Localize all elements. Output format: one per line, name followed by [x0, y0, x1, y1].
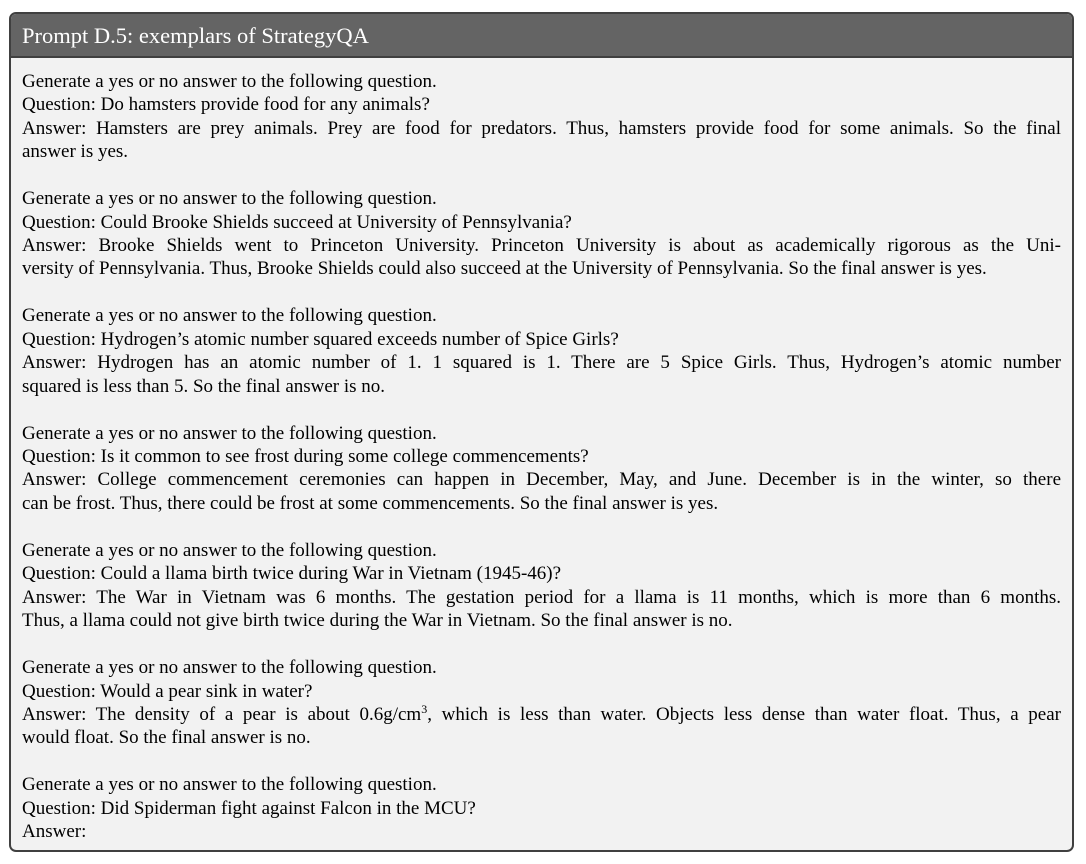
- answer-text-line1: Answer: Hamsters are prey animals. Prey are food for predators. Thus, hamsters provide food for some animals. So the final: [22, 117, 1061, 139]
- exemplar: [22, 656, 1061, 750]
- answer-text-line2: versity of Pennsylvania. Thus, Brooke Shields could also succeed at the University of Pennsylvania. So the final answer is yes.: [22, 258, 987, 280]
- instruction-text: Generate a yes or no answer to the following question.: [22, 539, 437, 561]
- instruction-text: Generate a yes or no answer to the following question.: [22, 422, 437, 444]
- answer-text-line1: Answer: The War in Vietnam was 6 months. The gestation period for a llama is 11 months, which is more than 6 months.: [22, 586, 1061, 608]
- question-text: Question: Could Brooke Shields succeed at University of Pennsylvania?: [22, 211, 572, 233]
- exemplar: [22, 539, 1061, 633]
- answer-text-post: , which is less than water. Objects less dense than water float. Thus, a pear: [427, 703, 1061, 725]
- answer-text-line2: would float. So the final answer is no.: [22, 727, 311, 749]
- prompt-box: [9, 12, 1074, 852]
- exemplar: [22, 304, 1061, 398]
- answer-text-line1: Answer:: [22, 821, 87, 843]
- answer-text-line1: Answer: College commencement ceremonies can happen in December, May, and June. December is in the winter, so there: [22, 469, 1061, 491]
- question-text: Question: Is it common to see frost during some college commencements?: [22, 446, 589, 468]
- answer-text-line2: Thus, a llama could not give birth twice during the War in Vietnam. So the final answer is no.: [22, 610, 733, 632]
- prompt-title: Prompt D.5: exemplars of StrategyQA: [11, 14, 1072, 58]
- question-text: Question: Would a pear sink in water?: [22, 680, 313, 702]
- question-text: Question: Do hamsters provide food for any animals?: [22, 94, 430, 116]
- answer-text-line1: Answer: Brooke Shields went to Princeton University. Princeton University is about as academically rigorous as the Uni-: [22, 235, 1061, 257]
- instruction-text: Generate a yes or no answer to the following question.: [22, 188, 437, 210]
- instruction-text: Generate a yes or no answer to the following question.: [22, 774, 437, 796]
- instruction-text: Generate a yes or no answer to the following question.: [22, 305, 437, 327]
- exemplar-query: [22, 773, 1061, 843]
- instruction-text: Generate a yes or no answer to the following question.: [22, 657, 437, 679]
- question-text: Question: Could a llama birth twice during War in Vietnam (1945-46)?: [22, 563, 562, 585]
- answer-text-line1: Answer: Hydrogen has an atomic number of 1. 1 squared is 1. There are 5 Spice Girls. Thus, Hydrogen’s atomic number: [22, 352, 1061, 374]
- superscript-exponent: 3: [421, 701, 428, 716]
- instruction-text: Generate a yes or no answer to the following question.: [22, 71, 437, 92]
- question-text: Question: Did Spiderman fight against Falcon in the MCU?: [22, 797, 476, 819]
- prompt-body: [11, 58, 1072, 844]
- answer-text-line2: can be frost. Thus, there could be frost at some commencements. So the final answer is yes.: [22, 492, 719, 514]
- exemplar: [22, 422, 1061, 516]
- exemplar: [22, 70, 1061, 164]
- question-text: Question: Hydrogen’s atomic number squared exceeds number of Spice Girls?: [22, 328, 619, 350]
- answer-text-line2: answer is yes.: [22, 141, 129, 163]
- answer-text-pre: Answer: The density of a pear is about 0.6g/cm: [22, 703, 422, 725]
- answer-text-line1: [22, 703, 1061, 726]
- exemplar: [22, 187, 1061, 281]
- answer-text-line2: squared is less than 5. So the final answer is no.: [22, 375, 386, 397]
